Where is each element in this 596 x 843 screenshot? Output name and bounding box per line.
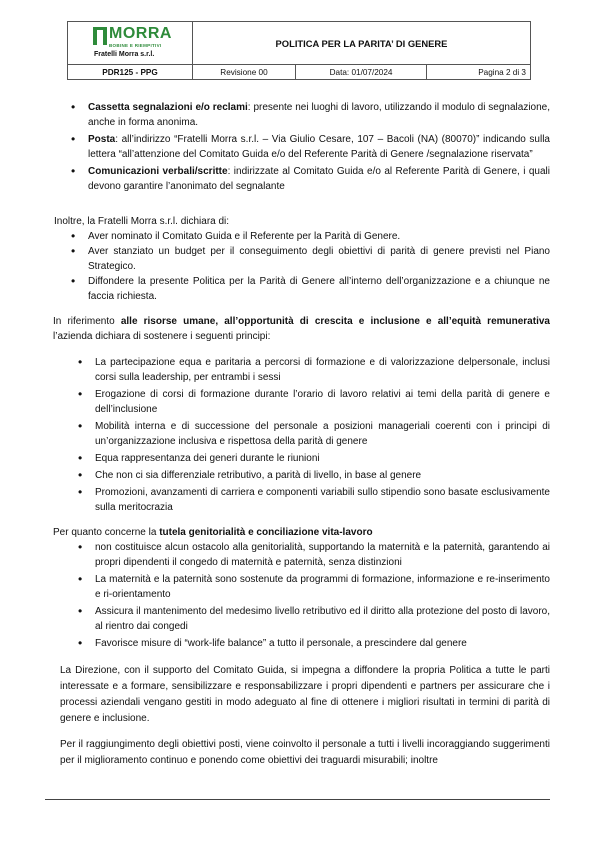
declaration-list <box>88 229 550 304</box>
list-item: • Aver stanziato un budget per il conseguimento degli obiettivi di parità di genere previsti nel Piano Strategico. <box>88 244 550 274</box>
logo-tagline: BOBINE E RIEMPITIVI <box>109 43 162 48</box>
list-item: • Mobilità interna e di successione del personale a posizioni manageriali coerenti con i principi di un’organizzazione inclusiva e rispettosa della parità di genere <box>95 419 550 449</box>
list-item <box>88 132 550 162</box>
channel-text: : indirizzate al Comitato Guida e/o al Referente Parità di Genere, i quali devono garantire l’anonimato del segnalante <box>88 166 550 192</box>
list-item: • Promozioni, avanzamenti di carriera e componenti variabili sullo stipendio sono basate esclusivamente sulla meritocrazia <box>95 485 550 515</box>
document-header <box>67 21 531 80</box>
footer-divider <box>45 799 550 800</box>
parenting-intro-bold: tutela genitorialità e conciliazione vita-lavoro <box>159 527 373 538</box>
list-item: • Che non ci sia differenziale retributivo, a parità di livello, in base al genere <box>95 468 550 483</box>
closing-paragraph: La Direzione, con il supporto del Comitato Guida, si impegna a diffondere la propria Politica a tutte le parti interessate e a formare, sensibilizzare e responsabilizzare i propri dipendenti e partners per assicurare che i processi aziendali vengano gestiti in modo adeguato al fine di ottenere i migliori risultati in termini di parità di genere e inclusione. <box>60 665 550 724</box>
logo-mark-icon <box>93 27 107 45</box>
declaration-intro: Inoltre, la Fratelli Morra s.r.l. dichiara di: <box>54 216 230 227</box>
list-item: • Favorisce misure di “work-life balance” a tutto il personale, a prescindere dal genere <box>95 636 550 651</box>
resources-intro-post: l’azienda dichiara di sostenere i seguenti principi: <box>53 331 271 342</box>
list-item: • Diffondere la presente Politica per la Parità di Genere all’interno dell’organizzazione e a chiunque ne faccia richiesta. <box>88 274 550 304</box>
list-item: • Erogazione di corsi di formazione durante l’orario di lavoro relativi ai temi della parità di genere e dell’inclusione <box>95 387 550 417</box>
channel-text: : presente nei luoghi di lavoro, utilizzando il modulo di segnalazione, anche in forma anonima. <box>88 102 550 128</box>
parenting-list <box>95 540 550 651</box>
logo-cell <box>68 22 193 65</box>
revision: Revisione 00 <box>193 65 296 80</box>
channels-list <box>88 100 550 194</box>
logo-name: MORRA <box>109 25 172 42</box>
resources-intro-bold: alle risorse umane, all’opportunità di crescita e inclusione e all’equità remunerativa <box>120 316 550 327</box>
channel-label: Cassetta segnalazioni e/o reclami <box>88 102 248 113</box>
list-item: • non costituisce alcun ostacolo alla genitorialità, supportando la maternità e la paternità, garantendo ai propri dipendenti il congedo di maternità e paternità, senza distinzioni <box>95 540 550 570</box>
channel-label: Comunicazioni verbali/scritte <box>88 166 228 177</box>
list-item <box>88 164 550 194</box>
document-title: POLITICA PER LA PARITA’ DI GENERE <box>193 22 531 65</box>
channel-label: Posta <box>88 134 116 145</box>
logo-company: Fratelli Morra s.r.l. <box>94 51 155 58</box>
company-logo <box>72 24 188 62</box>
list-item: • Assicura il mantenimento del medesimo livello retributivo ed il diritto alla protezione del posto di lavoro, al rientro dai congedi <box>95 604 550 634</box>
list-item: • Aver nominato il Comitato Guida e il Referente per la Parità di Genere. <box>88 229 550 244</box>
date: Data: 01/07/2024 <box>295 65 426 80</box>
document-body <box>53 100 550 769</box>
doc-code: PDR125 - PPG <box>68 65 193 80</box>
page-number: Pagina 2 di 3 <box>427 65 531 80</box>
list-item: • Equa rappresentanza dei generi durante le riunioni <box>95 451 550 466</box>
list-item: • La maternità e la paternità sono sostenute da programmi di formazione, informazione e re-inserimento e ri-orientamento <box>95 572 550 602</box>
resources-intro-pre: In riferimento <box>53 316 121 327</box>
parenting-intro-pre: Per quanto concerne la <box>53 527 160 538</box>
resources-intro <box>53 314 550 344</box>
principles-list <box>95 355 550 515</box>
parenting-intro <box>53 525 550 540</box>
list-item <box>88 100 550 130</box>
list-item: • La partecipazione equa e paritaria a percorsi di formazione e di valorizzazione delpersonale, inclusi corsi sulla leadership, per entrambi i sessi <box>95 355 550 385</box>
closing-paragraph: Per il raggiungimento degli obiettivi posti, viene coinvolto il personale a tutti i livelli incoraggiando suggerimenti per il miglioramento continuo e ponendo come obiettivi dei traguardi misurabili; inoltre <box>60 739 550 766</box>
channel-text: : all’indirizzo “Fratelli Morra s.r.l. – Via Giulio Cesare, 107 – Bacoli (NA) (80070)” indicando sulla lettera “all’attenzione del Comitato Guida e/o del Referente Parità di Genere /segnalazione riservata” <box>88 134 550 160</box>
